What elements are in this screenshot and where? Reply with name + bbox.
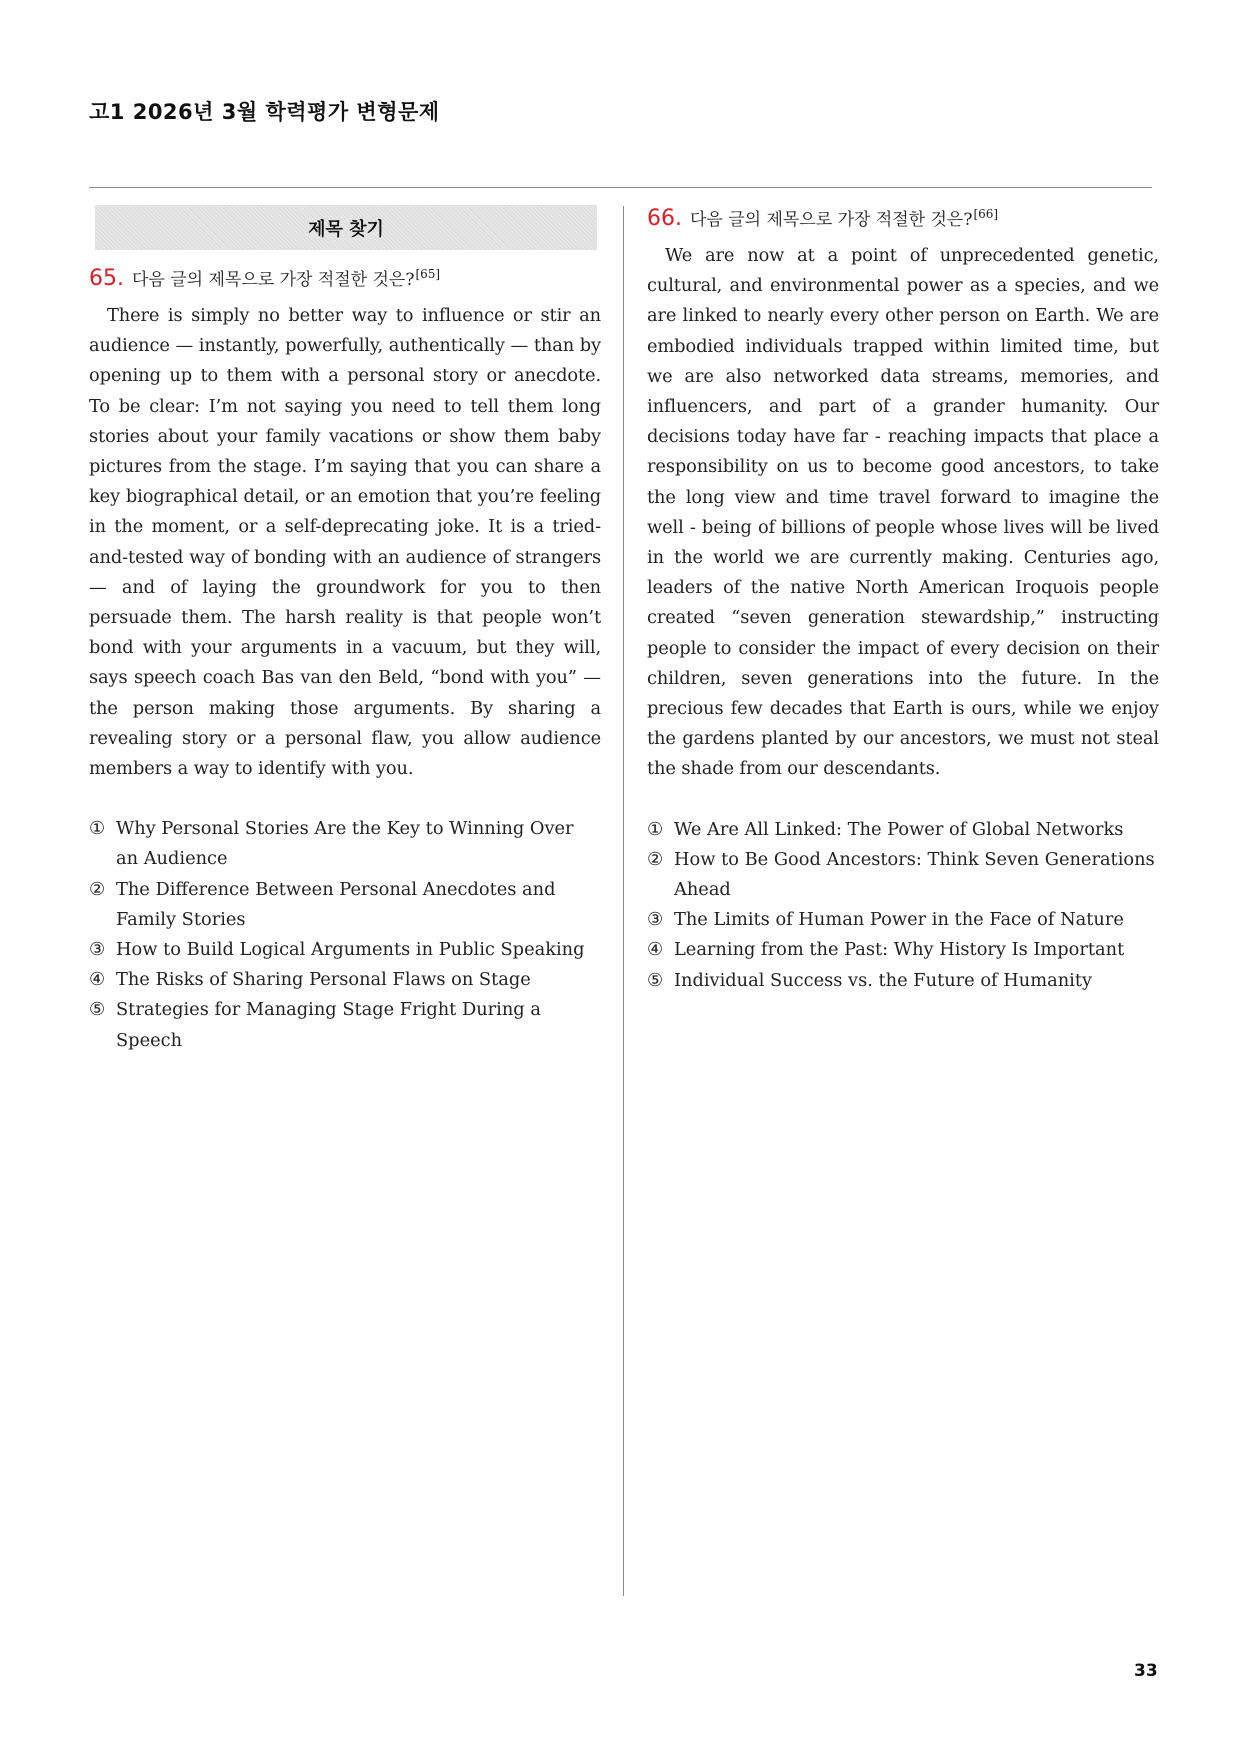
- question-66-passage: We are now at a point of unprecedented genetic, cultural, and environmental power as a species, and we are linked to nearly every other person on Earth. We are embodied individuals trapped within limited time, but we are also networked data streams, memories, and influencers, and part of a grander humanity. Our decisions today have far - reaching impacts that place a responsibility on us to become good ancestors, to take the long view and time travel forward to imagine the well - being of billions of people whose lives will be lived in the world we are currently making. Centuries ago, leaders of the native North American Iroquois people created “seven generation stewardship,” instructing people to consider the impact of every decision on their children, seven generations into the future. In the precious few decades that Earth is ours, while we enjoy the gardens planted by our ancestors, we must not steal the shade from our descendants.: [647, 245, 1159, 780]
- question-prompt-text: 다음 글의 제목으로 가장 적절한 것은?: [690, 210, 973, 230]
- option-text: How to Be Good Ancestors: Think Seven Generations Ahead: [674, 848, 1155, 901]
- answer-option[interactable]: [89, 965, 601, 995]
- answer-option[interactable]: [647, 935, 1159, 965]
- question-number: 66.: [647, 206, 682, 231]
- question-66-header: [647, 205, 1159, 231]
- question-ref: [66]: [973, 207, 999, 222]
- option-mark: ③: [89, 939, 105, 961]
- left-column: [89, 205, 601, 1056]
- page-number: 33: [1134, 1661, 1158, 1681]
- question-65-passage: There is simply no better way to influence or stir an audience — instantly, powerfully, authentically — than by opening up to them with a personal story or anecdote. To be clear: I’m not saying you need to tell them long stories about your family vacations or show them baby pictures from the stage. I’m saying that you can share a key biographical detail, or an emotion that you’re feeling in the moment, or a self-deprecating joke. It is a tried-and-tested way of bonding with an audience of strangers — and of laying the groundwork for you to then persuade them. The harsh reality is that people won’t bond with your arguments in a vacuum, but they will, says speech coach Bas van den Beld, “bond with you” — the person making those arguments. By sharing a revealing story or a personal flaw, you allow audience members a way to identify with you.: [89, 305, 601, 780]
- question-prompt-text: 다음 글의 제목으로 가장 적절한 것은?: [132, 270, 415, 290]
- option-mark: ③: [647, 909, 663, 931]
- option-text: Why Personal Stories Are the Key to Winning Over an Audience: [116, 818, 574, 870]
- answer-option[interactable]: [89, 995, 601, 1055]
- option-text: The Difference Between Personal Anecdotes and Family Stories: [116, 878, 556, 930]
- question-ref: [65]: [415, 267, 441, 282]
- option-mark: ②: [647, 848, 663, 870]
- answer-option[interactable]: [647, 966, 1159, 996]
- question-66-options: [647, 815, 1159, 996]
- option-mark: ④: [89, 969, 105, 991]
- section-header: [95, 205, 597, 250]
- question-prompt: [132, 265, 440, 290]
- option-text: Individual Success vs. the Future of Humanity: [674, 969, 1093, 991]
- option-text: Strategies for Managing Stage Fright During a Speech: [116, 999, 541, 1051]
- question-65-header: [89, 265, 601, 291]
- option-mark: ②: [89, 878, 105, 900]
- column-divider: [623, 206, 624, 1596]
- option-text: The Limits of Human Power in the Face of Nature: [674, 909, 1124, 931]
- answer-option[interactable]: [89, 935, 601, 965]
- option-text: How to Build Logical Arguments in Public Speaking: [116, 939, 585, 961]
- option-text: We Are All Linked: The Power of Global Networks: [674, 818, 1124, 840]
- answer-option[interactable]: [89, 875, 601, 935]
- answer-option[interactable]: [647, 905, 1159, 935]
- option-mark: ⑤: [89, 999, 105, 1021]
- option-text: Learning from the Past: Why History Is Important: [674, 939, 1125, 961]
- header-divider: [89, 187, 1152, 188]
- option-mark: ①: [89, 818, 105, 840]
- page-title: 고1 2026년 3월 학력평가 변형문제: [89, 100, 440, 124]
- section-label: 제목 찾기: [308, 218, 384, 240]
- answer-option[interactable]: [647, 815, 1159, 845]
- question-prompt: [690, 205, 998, 230]
- option-text: The Risks of Sharing Personal Flaws on Stage: [116, 969, 531, 991]
- question-65-options: [89, 814, 601, 1056]
- answer-option[interactable]: [89, 814, 601, 874]
- option-mark: ①: [647, 818, 663, 840]
- right-column: [647, 205, 1159, 996]
- answer-option[interactable]: [647, 845, 1159, 905]
- question-number: 65.: [89, 266, 124, 291]
- option-mark: ⑤: [647, 969, 663, 991]
- option-mark: ④: [647, 939, 663, 961]
